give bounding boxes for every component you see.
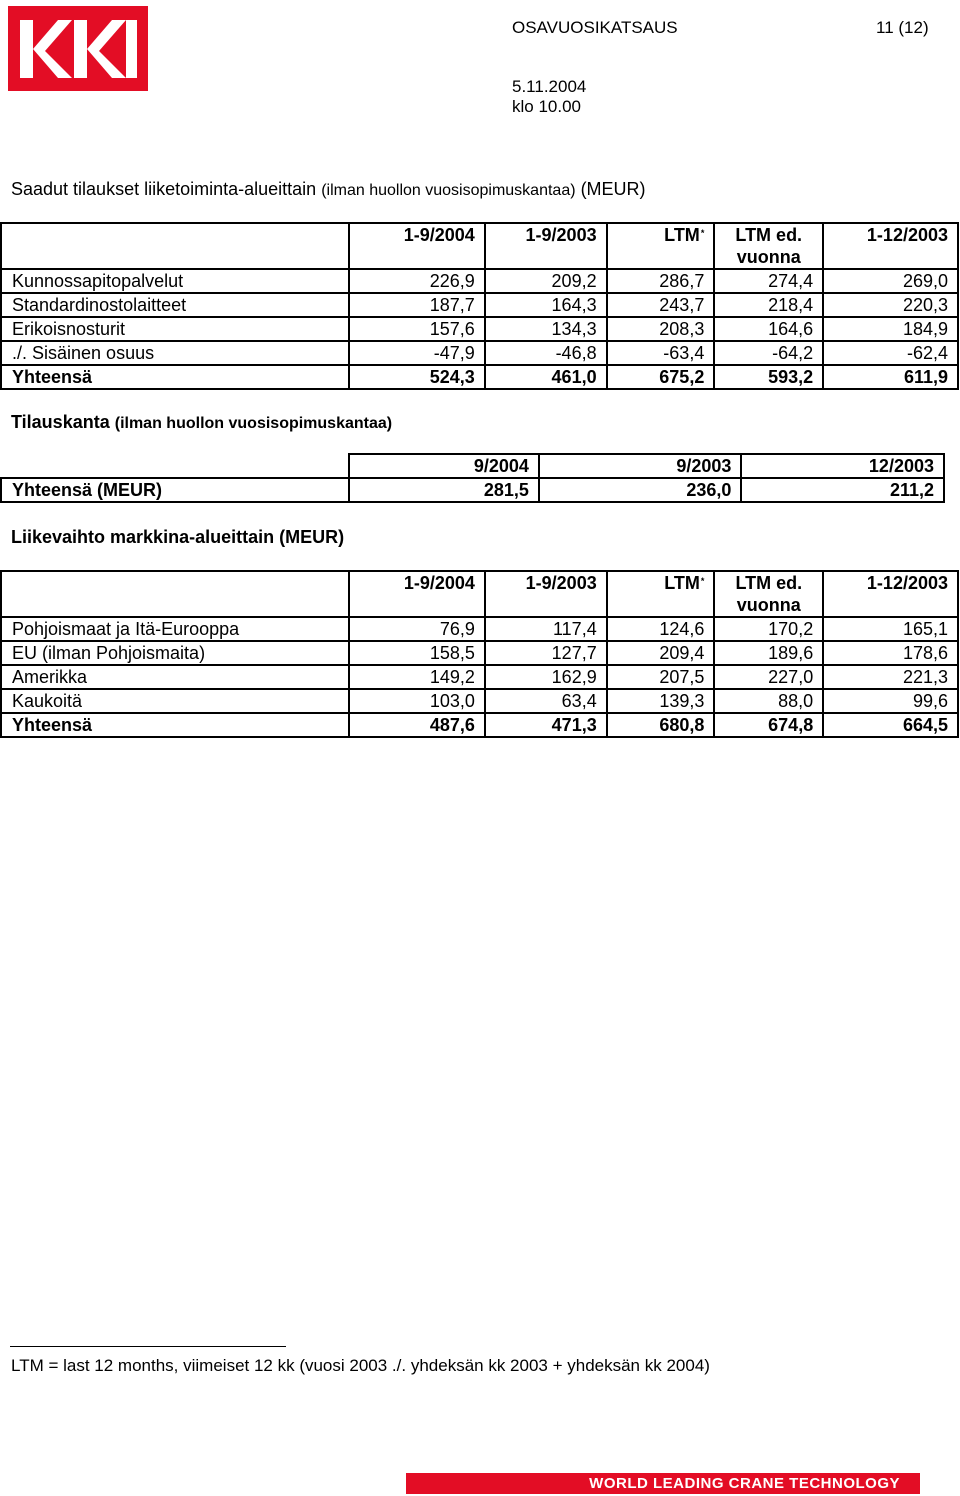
- cell: 211,2: [741, 478, 944, 502]
- cell: 170,2: [714, 617, 823, 641]
- footnote: LTM = last 12 months, viimeiset 12 kk (vuosi 2003 ./. yhdeksän kk 2003 + yhdeksän kk 2004): [11, 1356, 710, 1375]
- orders-title-unit: (MEUR): [580, 179, 646, 199]
- col-header: 1-12/2003: [823, 223, 958, 269]
- tagline-bar: [406, 1473, 920, 1494]
- cell: 664,5: [823, 713, 958, 737]
- report-time: klo 10.00: [512, 97, 581, 116]
- tagline: WORLD LEADING CRANE TECHNOLOGY: [589, 1475, 900, 1492]
- table-row: [1, 689, 958, 713]
- footnote-mark: *: [700, 228, 705, 238]
- header-cell-empty: [1, 454, 349, 478]
- cell: 207,5: [607, 665, 715, 689]
- page-number: 11 (12): [876, 18, 929, 37]
- cell: 218,4: [714, 293, 823, 317]
- cell: 674,8: [714, 713, 823, 737]
- col-header-ltm: [607, 571, 715, 617]
- header-cell-empty: [1, 223, 349, 269]
- cell: -46,8: [485, 341, 607, 365]
- table-row: [1, 293, 958, 317]
- col-header-label: LTM: [664, 225, 700, 245]
- cell: 162,9: [485, 665, 607, 689]
- row-label: Standardinostolaitteet: [1, 293, 349, 317]
- cell: 487,6: [349, 713, 485, 737]
- cell: 226,9: [349, 269, 485, 293]
- cell: 149,2: [349, 665, 485, 689]
- row-label: Amerikka: [1, 665, 349, 689]
- row-label: Yhteensä (MEUR): [1, 478, 349, 502]
- kci-logo-mark: [8, 6, 148, 91]
- footnote-mark: *: [700, 576, 705, 586]
- cell: 221,3: [823, 665, 958, 689]
- cell: 134,3: [485, 317, 607, 341]
- row-label: Yhteensä: [1, 365, 349, 389]
- cell: 471,3: [485, 713, 607, 737]
- cell: 461,0: [485, 365, 607, 389]
- cell: 76,9: [349, 617, 485, 641]
- cell: 236,0: [539, 478, 742, 502]
- col-header: 1-12/2003: [823, 571, 958, 617]
- cell: 164,6: [714, 317, 823, 341]
- col-header: 1-9/2004: [349, 223, 485, 269]
- cell: 593,2: [714, 365, 823, 389]
- report-date: 5.11.2004: [512, 77, 587, 96]
- cell: 187,7: [349, 293, 485, 317]
- col-header: 9/2003: [539, 454, 742, 478]
- table-row: [1, 269, 958, 293]
- col-header: 1-9/2003: [485, 571, 607, 617]
- cell: 88,0: [714, 689, 823, 713]
- orders-title: [11, 178, 646, 202]
- col-header-ltm: [607, 223, 715, 269]
- table-row: [1, 665, 958, 689]
- cell: 611,9: [823, 365, 958, 389]
- col-header-label: LTM: [664, 573, 700, 593]
- cell: 127,7: [485, 641, 607, 665]
- cell: -47,9: [349, 341, 485, 365]
- cell: 164,3: [485, 293, 607, 317]
- orders-title-main: Saadut tilaukset liiketoiminta-alueittain: [11, 179, 317, 199]
- total-row: [1, 478, 944, 502]
- cell: 117,4: [485, 617, 607, 641]
- backlog-title: [11, 411, 392, 435]
- cell: -63,4: [607, 341, 715, 365]
- cell: 220,3: [823, 293, 958, 317]
- table-row: [1, 317, 958, 341]
- cell: 209,2: [485, 269, 607, 293]
- cell: 208,3: [607, 317, 715, 341]
- row-label: ./. Sisäinen osuus: [1, 341, 349, 365]
- document-type: OSAVUOSIKATSAUS: [512, 18, 678, 37]
- table-row: [1, 341, 958, 365]
- backlog-table: [0, 453, 945, 503]
- backlog-title-main: Tilauskanta: [11, 412, 110, 432]
- cell: 274,4: [714, 269, 823, 293]
- cell: 63,4: [485, 689, 607, 713]
- table-row: [1, 641, 958, 665]
- table-header-row: [1, 454, 944, 478]
- cell: 286,7: [607, 269, 715, 293]
- cell: 165,1: [823, 617, 958, 641]
- col-header: 12/2003: [741, 454, 944, 478]
- orders-table: [0, 222, 959, 390]
- backlog-title-paren: (ilman huollon vuosisopimuskantaa): [114, 415, 393, 432]
- col-header: LTM ed. vuonna: [714, 223, 823, 269]
- cell: 227,0: [714, 665, 823, 689]
- header-cell-empty: [1, 571, 349, 617]
- cell: 680,8: [607, 713, 715, 737]
- cell: 281,5: [349, 478, 539, 502]
- total-row: [1, 713, 958, 737]
- cell: 243,7: [607, 293, 715, 317]
- cell: 124,6: [607, 617, 715, 641]
- col-header: 1-9/2003: [485, 223, 607, 269]
- table-row: [1, 617, 958, 641]
- col-header: 1-9/2004: [349, 571, 485, 617]
- row-label: Yhteensä: [1, 713, 349, 737]
- cell: 103,0: [349, 689, 485, 713]
- cell: -62,4: [823, 341, 958, 365]
- orders-title-paren: (ilman huollon vuosisopimuskantaa): [321, 182, 576, 199]
- sales-table: [0, 570, 959, 738]
- cell: 524,3: [349, 365, 485, 389]
- col-header: 9/2004: [349, 454, 539, 478]
- total-row: [1, 365, 958, 389]
- row-label: Pohjoismaat ja Itä-Eurooppa: [1, 617, 349, 641]
- cell: 675,2: [607, 365, 715, 389]
- kci-logo-icon: [8, 6, 148, 91]
- col-header: LTM ed. vuonna: [714, 571, 823, 617]
- row-label: Kaukoitä: [1, 689, 349, 713]
- cell: 99,6: [823, 689, 958, 713]
- cell: 157,6: [349, 317, 485, 341]
- cell: 184,9: [823, 317, 958, 341]
- cell: 269,0: [823, 269, 958, 293]
- cell: 189,6: [714, 641, 823, 665]
- row-label: Kunnossapitopalvelut: [1, 269, 349, 293]
- cell: 158,5: [349, 641, 485, 665]
- sales-title: Liikevaihto markkina-alueittain (MEUR): [11, 527, 345, 547]
- cell: 139,3: [607, 689, 715, 713]
- row-label: Erikoisnosturit: [1, 317, 349, 341]
- table-header-row: [1, 223, 958, 269]
- cell: 178,6: [823, 641, 958, 665]
- cell: -64,2: [714, 341, 823, 365]
- table-header-row: [1, 571, 958, 617]
- row-label: EU (ilman Pohjoismaita): [1, 641, 349, 665]
- footnote-divider: [10, 1346, 286, 1347]
- cell: 209,4: [607, 641, 715, 665]
